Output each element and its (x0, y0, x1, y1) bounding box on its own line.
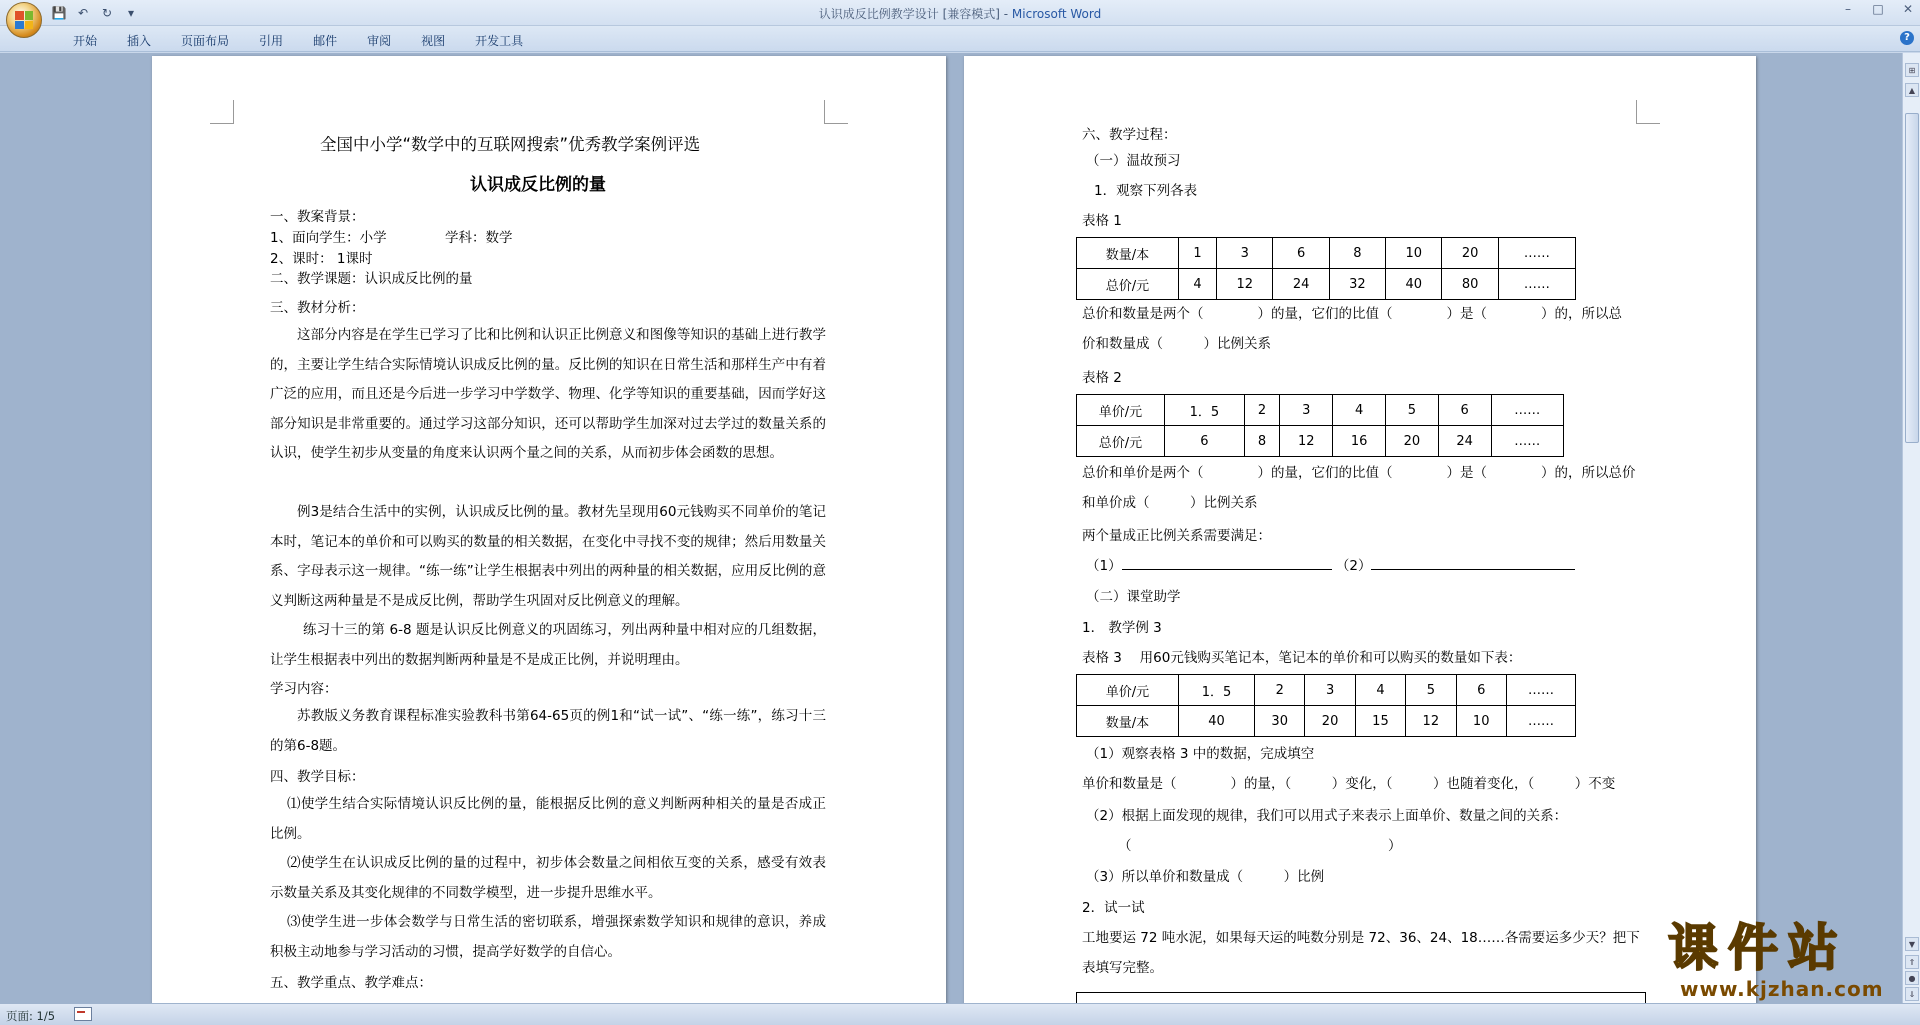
text-line: 总价和数量是两个（ ）的量，它们的比值（ ）是（ ）的，所以总 (1082, 306, 1622, 322)
proofing-icon[interactable] (74, 1007, 92, 1021)
table-cell: 2 (1244, 395, 1280, 426)
table-cell: 数量/本 (1077, 706, 1179, 737)
section-heading: （二）课堂助学 (1086, 589, 1181, 605)
document-workspace[interactable] (0, 53, 1902, 1003)
app-name: Microsoft Word (1011, 7, 1102, 21)
paragraph: 这部分内容是在学生已学习了比和比例和认识正比例意义和图像等知识的基础上进行教学的，主要让学生结合实际情境认识成反比例的量。反比例的知识在日常生活和那样生产中有着广泛的应用，而且还是今后进一步学习中学数学、物理、化学等知识的重要基础，因而学好这部分知识是非常重要的。通过学习这部分知识，还可以帮助学生加深对过去学过的数量关系的认识，使学生初步从变量的角度来认识两个量之间的关系，从而初步体会函数的思想。 (270, 327, 826, 461)
close-icon[interactable]: ✕ (1902, 2, 1914, 16)
text-line: 两个量成正比例关系需要满足： (1082, 528, 1271, 544)
table-cell: 数量/本 (1077, 238, 1179, 269)
window-title (0, 5, 1920, 22)
tab-page-layout[interactable]: 页面布局 (181, 34, 230, 48)
text-line: （ ） (1118, 838, 1402, 854)
table-cell: 40 (1179, 706, 1255, 737)
table-cell: 1 (1179, 238, 1217, 269)
table-row (1077, 269, 1576, 300)
table-cell: …… (1498, 238, 1575, 269)
table-cell: …… (1506, 706, 1575, 737)
table-row (1077, 238, 1576, 269)
blank-line (1122, 558, 1332, 570)
table-cell: 20 (1442, 238, 1498, 269)
table-row (1077, 395, 1564, 426)
table-cell: 3 (1280, 395, 1333, 426)
document-header: 全国中小学“数学中的互联网搜索”优秀教学案例评选 (320, 135, 701, 154)
browse-object-icon[interactable]: ● (1905, 971, 1919, 985)
condition-2-label: （2） (1335, 558, 1372, 574)
maximize-icon[interactable]: □ (1872, 2, 1884, 16)
office-logo-icon (15, 11, 33, 29)
paragraph: ⑴使学生结合实际情境认识反比例的量，能根据反比例的意义判断两种相关的量是否成正比例。 (270, 796, 826, 842)
table-row (1077, 706, 1576, 737)
table-cell: 24 (1273, 269, 1329, 300)
office-button[interactable] (6, 2, 42, 38)
status-bar (0, 1003, 1920, 1025)
crop-mark (210, 100, 234, 124)
table-cell: 32 (1329, 269, 1385, 300)
text-line: （1）观察表格 3 中的数据，完成填空 (1086, 746, 1315, 762)
save-icon[interactable]: 💾 (51, 6, 67, 20)
table-cell: 80 (1442, 269, 1498, 300)
table-cell: 16 (1333, 426, 1386, 457)
paragraph: 例3是结合生活中的实例，认识成反比例的量。教材先呈现用60元钱购买不同单价的笔记本时，笔记本的单价和可以购买的数量的相关数据，在变化中寻找不变的规律；然后用数量关系、字母表示这一规律。“练一练”让学生根据表中列出的两种量的相关数据，应用反比例的意义判断这两种量是不是成反比例，帮助学生巩固对反比例意义的理解。 (270, 504, 826, 609)
text-line: 2、课时： 1课时 (270, 251, 373, 267)
document-title: 认识成反比例教学设计 [兼容模式] - (818, 7, 1012, 21)
section-heading: 六、教学过程： (1082, 127, 1177, 143)
paragraph: ⑶使学生进一步体会数学与日常生活的密切联系，增强探索数学知识和规律的意识，养成积极主动地参与学习活动的习惯，提高学好数学的自信心。 (270, 914, 826, 960)
data-table-4 (1076, 992, 1646, 1003)
table-cell: 24 (1438, 426, 1491, 457)
crop-mark (824, 100, 848, 124)
page-count[interactable]: 页面: 1/5 (6, 1009, 56, 1023)
text-line: （一）温故预习 (1086, 153, 1181, 169)
minimize-icon[interactable]: – (1845, 2, 1851, 16)
document-page-2[interactable] (964, 56, 1756, 1003)
watermark-title: 课件站 (1668, 919, 1848, 977)
previous-page-icon[interactable]: ⇑ (1905, 955, 1919, 969)
text-line: 价和数量成（ ）比例关系 (1082, 336, 1271, 352)
table-cell: …… (1498, 269, 1575, 300)
redo-icon[interactable]: ↻ (101, 6, 113, 20)
paragraph: 苏教版义务教育课程标准实验教科书第64-65页的例1和“试一试”、“练一练”，练习十三的第6-8题。 (270, 708, 826, 754)
table-cell: 总价/元 (1077, 426, 1165, 457)
customize-qat-icon[interactable]: ▾ (127, 6, 135, 20)
paragraph: 练习十三的第 6-8 题是认识反比例意义的巩固练习，列出两种量中相对应的几组数据，让学生根据表中列出的数据判断两种量是不是成正比例，并说明理由。 (270, 622, 826, 668)
title-bar (0, 0, 1920, 26)
text-line: 1、面向学生：小学 (270, 230, 387, 246)
table-cell: 6 (1456, 675, 1506, 706)
scroll-down-icon[interactable]: ▼ (1905, 937, 1919, 951)
table-cell: 4 (1333, 395, 1386, 426)
table-cell: 6 (1273, 238, 1329, 269)
ruler-toggle-icon[interactable]: ⊞ (1905, 63, 1919, 77)
blank-line (1371, 558, 1575, 570)
table-cell: 5 (1385, 395, 1438, 426)
table-row (1077, 675, 1576, 706)
text-line: 学科：数学 (445, 230, 513, 246)
scroll-up-icon[interactable]: ▲ (1905, 83, 1919, 97)
text-line: 1．观察下列各表 (1094, 183, 1198, 199)
undo-icon[interactable]: ↶ (77, 6, 89, 20)
table-caption: 表格 1 (1082, 213, 1122, 229)
text-line: 1． 教学例 3 (1082, 620, 1162, 636)
table-cell: 总价/元 (1077, 269, 1179, 300)
table-row (1077, 426, 1564, 457)
table-cell: 2 (1255, 675, 1305, 706)
tab-references[interactable]: 引用 (259, 34, 284, 48)
section-heading: 三、教材分析： (270, 300, 365, 316)
table-cell: 30 (1255, 706, 1305, 737)
tab-mailings[interactable]: 邮件 (313, 34, 338, 48)
watermark-url: www.kjzhan.com (1680, 977, 1884, 1001)
help-icon[interactable]: ? (1900, 31, 1914, 45)
data-table-2 (1076, 394, 1564, 457)
tab-review[interactable]: 审阅 (367, 34, 392, 48)
table-cell: 3 (1217, 238, 1273, 269)
table-cell: 1．5 (1165, 395, 1245, 426)
tab-developer[interactable]: 开发工具 (475, 34, 524, 48)
table-cell: 6 (1165, 426, 1245, 457)
table-cell: 8 (1244, 426, 1280, 457)
table-caption: 表格 2 (1082, 370, 1122, 386)
window-controls (1840, 2, 1916, 16)
table-cell: 4 (1179, 269, 1217, 300)
data-table-3 (1076, 674, 1576, 737)
table-cell: 40 (1386, 269, 1442, 300)
table-cell: 单价/元 (1077, 675, 1179, 706)
table-cell: 6 (1438, 395, 1491, 426)
table-cell: 20 (1385, 426, 1438, 457)
vertical-scrollbar[interactable] (1902, 53, 1920, 1003)
text-line: 2．试一试 (1082, 900, 1145, 916)
table-cell: 3 (1305, 675, 1355, 706)
document-title-heading: 认识成反比例的量 (470, 175, 606, 195)
table-cell: 12 (1406, 706, 1456, 737)
table-cell: 8 (1329, 238, 1385, 269)
table-cell: 20 (1305, 706, 1355, 737)
text-line (1086, 557, 1575, 575)
tab-home[interactable]: 开始 (73, 34, 98, 48)
table-cell: 10 (1386, 238, 1442, 269)
table-cell: …… (1491, 426, 1563, 457)
table-cell: 5 (1406, 675, 1456, 706)
text-line: 学习内容： (270, 681, 338, 697)
condition-1-label: （1） (1086, 558, 1122, 574)
table-cell: 12 (1280, 426, 1333, 457)
text-line: 和单价成（ ）比例关系 (1082, 495, 1258, 511)
table-caption: 表格 3 用60元钱购买笔记本，笔记本的单价和可以购买的数量如下表： (1082, 650, 1522, 666)
section-heading: 二、教学课题：认识成反比例的量 (270, 271, 473, 287)
text-line: 总价和单价是两个（ ）的量，它们的比值（ ）是（ ）的，所以总价 (1082, 465, 1636, 481)
tab-insert[interactable]: 插入 (127, 34, 152, 48)
section-heading: 一、教案背景： (270, 209, 365, 225)
table-cell: 12 (1217, 269, 1273, 300)
next-page-icon[interactable]: ⇓ (1905, 987, 1919, 1001)
text-line: （2）根据上面发现的规律，我们可以用式子来表示上面单价、数量之间的关系： (1086, 808, 1568, 824)
table-cell: 15 (1355, 706, 1405, 737)
section-heading: 四、教学目标： (270, 769, 365, 785)
document-page-1[interactable] (152, 56, 946, 1003)
table-cell: …… (1491, 395, 1563, 426)
table-cell: 10 (1456, 706, 1506, 737)
text-line: 单价和数量是（ ）的量，（ ）变化，（ ）也随着变化，（ ）不变 (1082, 776, 1616, 792)
table-cell: …… (1506, 675, 1575, 706)
crop-mark (1636, 100, 1660, 124)
text-line: 工地要运 72 吨水泥，如果每天运的吨数分别是 72、36、24、18……各需要运多少天？把下 (1082, 930, 1640, 946)
scroll-thumb[interactable] (1905, 113, 1919, 443)
text-line: （3）所以单价和数量成（ ）比例 (1086, 869, 1325, 885)
section-heading: 五、教学重点、教学难点： (270, 975, 432, 991)
ribbon (0, 26, 1920, 52)
tab-view[interactable]: 视图 (421, 34, 446, 48)
table-cell: 4 (1355, 675, 1405, 706)
table-cell: 1．5 (1179, 675, 1255, 706)
watermark-logo (1662, 921, 1918, 1001)
paragraph: ⑵使学生在认识成反比例的量的过程中，初步体会数量之间相依互变的关系，感受有效表示数量关系及其变化规律的不同数学模型，进一步提升思维水平。 (270, 855, 826, 901)
table-cell: 单价/元 (1077, 395, 1165, 426)
text-line: 表填写完整。 (1082, 960, 1163, 976)
data-table-1 (1076, 237, 1576, 300)
ribbon-tabs (58, 30, 538, 51)
